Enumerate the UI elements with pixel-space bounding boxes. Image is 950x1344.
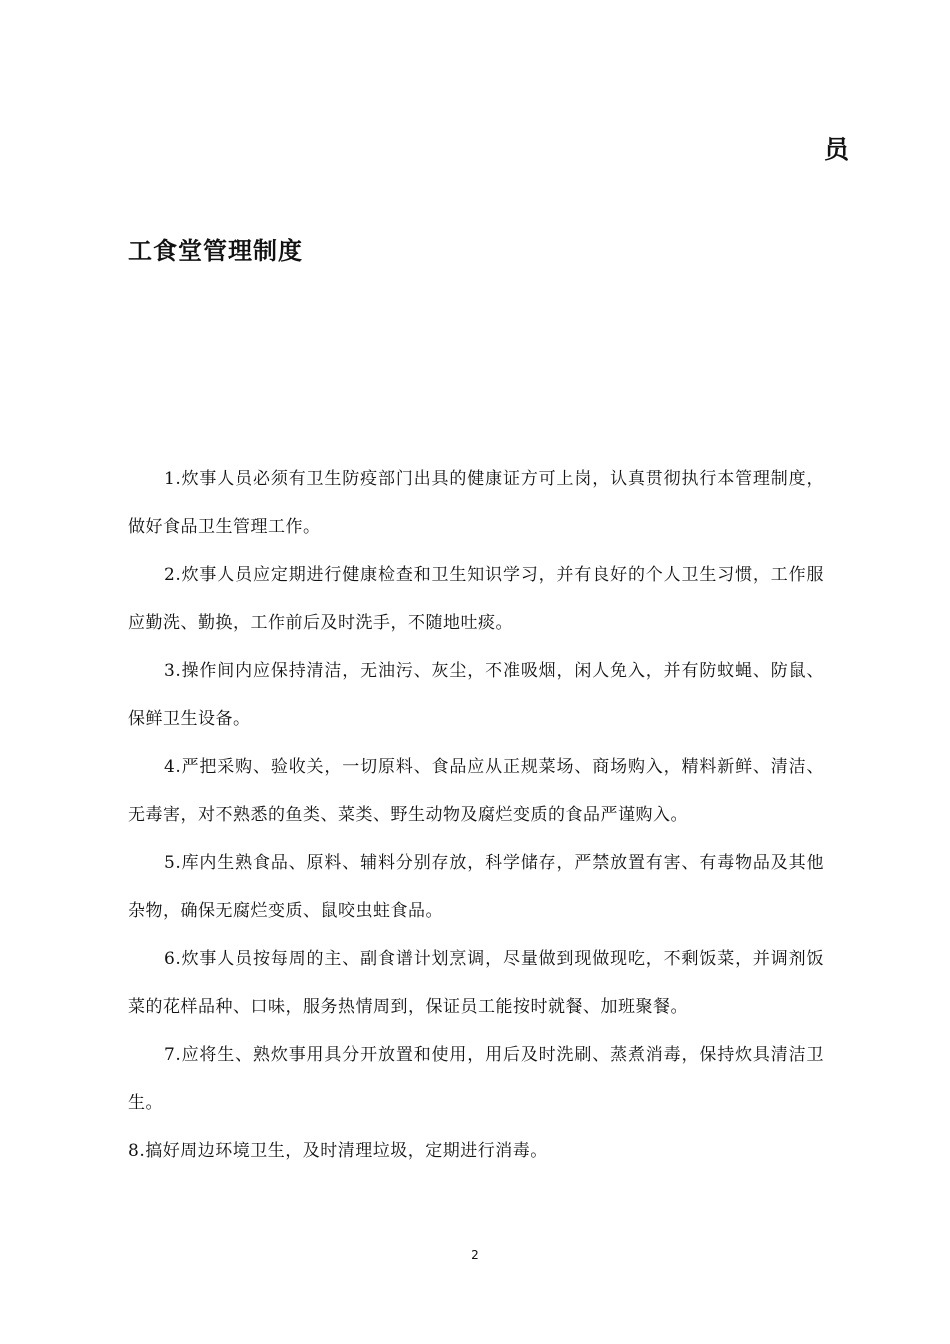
regulation-item-1: 1.炊事人员必须有卫生防疫部门出具的健康证方可上岗，认真贯彻执行本管理制度，做好食品卫生管理工作。 bbox=[128, 469, 824, 537]
regulation-item-2: 2.炊事人员应定期进行健康检查和卫生知识学习，并有良好的个人卫生习惯，工作服应勤洗、勤换，工作前后及时洗手，不随地吐痰。 bbox=[128, 565, 824, 633]
page-number: 2 bbox=[471, 1248, 479, 1262]
regulation-item-3: 3.操作间内应保持清洁，无油污、灰尘，不准吸烟，闲人免入，并有防蚊蝇、防鼠、保鲜卫生设备。 bbox=[128, 661, 824, 729]
regulation-item-4: 4.严把采购、验收关，一切原料、食品应从正规菜场、商场购入，精料新鲜、清洁、无毒害，对不熟悉的鱼类、菜类、野生动物及腐烂变质的食品严谨购入。 bbox=[128, 757, 824, 825]
regulation-item-8: 8.搞好周边环境卫生，及时清理垃圾，定期进行消毒。 bbox=[128, 1141, 548, 1161]
page-title: 工食堂管理制度 bbox=[128, 237, 303, 265]
regulation-item-5: 5.库内生熟食品、原料、辅料分别存放，科学储存，严禁放置有害、有毒物品及其他杂物，确保无腐烂变质、鼠咬虫蛀食品。 bbox=[128, 853, 824, 921]
regulation-item-7: 7.应将生、熟炊事用具分开放置和使用，用后及时洗刷、蒸煮消毒，保持炊具清洁卫生。 bbox=[128, 1045, 824, 1113]
title-first-char: 员 bbox=[824, 135, 850, 164]
regulation-item-6: 6.炊事人员按每周的主、副食谱计划烹调，尽量做到现做现吃，不剩饭菜，并调剂饭菜的花样品种、口味，服务热情周到，保证员工能按时就餐、加班聚餐。 bbox=[128, 949, 824, 1017]
regulation-body bbox=[128, 455, 824, 1175]
